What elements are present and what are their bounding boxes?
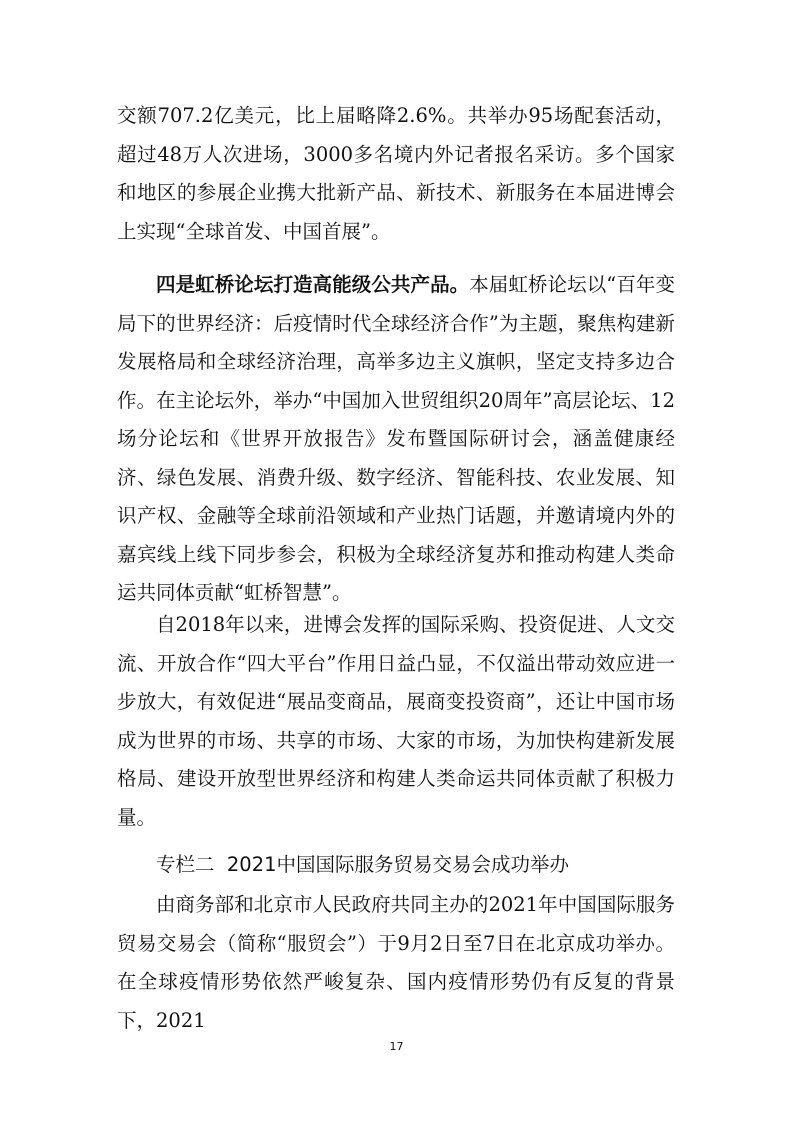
paragraph-since-2018: 自2018年以来，进博会发挥的国际采购、投资促进、人文交流、开放合作“四大平台”作用日益凸显，不仅溢出带动效应进一步放大，有效促进“展品变商品，展商变投资商”，还让中国市场成为世界的市场、共享的市场、大家的市场，为加快构建新发展格局、建设开放型世界经济和构建人类命运共同体贡献了积极力量。 [117, 613, 675, 829]
paragraph-ciftis: 由商务部和北京市人民政府共同主办的2021年中国国际服务贸易交易会（简称“服贸会”）于9月2日至7日在北京成功举办。在全球疫情形势依然严峻复杂、国内疫情形势仍有反复的背景下，2021 [117, 893, 675, 1032]
paragraph-expo-summary: 交额707.2亿美元，比上届略降2.6%。共举办95场配套活动，超过48万人次进场，3000多名境内外记者报名采访。多个国家和地区的参展企业携大批新产品、新技术、新服务在本届进博会上实现“全球首发、中国首展”。 [117, 104, 675, 243]
box-section-title: 专栏二 2021中国国际服务贸易交易会成功举办 [156, 853, 570, 876]
paragraph-hongqiao-forum [117, 266, 675, 613]
page-number: 17 [389, 1040, 404, 1053]
paragraph-lead-heading: 四是虹桥论坛打造高能级公共产品。 [156, 273, 470, 296]
paragraph-body-text: 本届虹桥论坛以“百年变局下的世界经济：后疫情时代全球经济合作”为主题，聚焦构建新发展格局和全球经济治理，高举多边主义旗帜，坚定支持多边合作。在主论坛外，举办“中国加入世贸组织20周年”高层论坛、12场分论坛和《世界开放报告》发布暨国际研讨会，涵盖健康经济、绿色发展、消费升级、数字经济、智能科技、农业发展、知识产权、金融等全球前沿领域和产业热门话题，并邀请境内外的嘉宾线上线下同步参会，积极为全球经济复苏和推动构建人类命运共同体贡献“虹桥智慧”。 [117, 273, 675, 604]
